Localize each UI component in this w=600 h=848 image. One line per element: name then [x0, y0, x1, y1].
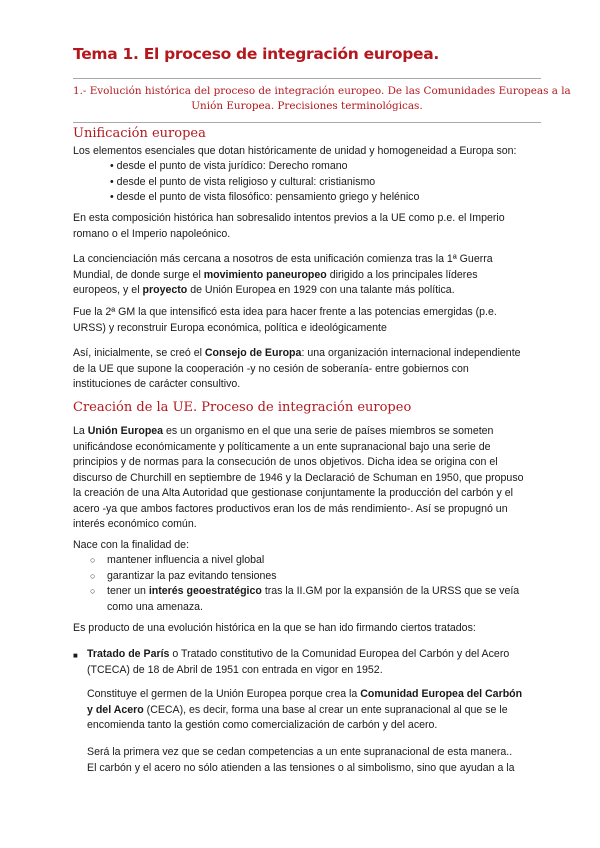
- text-line: [73, 424, 543, 440]
- text-run: tras la II.GM por la expansión de la URSS que se veía: [261, 585, 520, 597]
- text-run: europeos, y el: [73, 284, 143, 296]
- paragraph-2gm: [73, 305, 543, 336]
- paragraph-consejo: [73, 346, 543, 393]
- bold-term: Tratado de París: [87, 648, 170, 660]
- circle-bullet-icon: ○: [90, 570, 96, 581]
- circle-bullet-icon: ○: [90, 586, 96, 596]
- text-line: unificándose económicamente y políticamente a un ente supranacional bajo una serie de: [73, 440, 491, 453]
- text-run: La: [73, 425, 88, 437]
- bold-term: interés geoestratégico: [148, 585, 262, 597]
- text-run: o Tratado constitutivo de la Comunidad Europea del Carbón y del Acero: [169, 648, 510, 660]
- subtitle-line-1: 1.- Evolución histórica del proceso de integración europeo. De las Comunidades Europeas a la: [73, 85, 571, 97]
- text-line: la creación de una Alta Autoridad que gestionase conjuntamente la producción del carbón y el: [73, 487, 513, 499]
- list-item: [110, 175, 419, 191]
- text-line: discurso de Churchill en septiembre de 1946 y la Declaració de Schuman en 1950, que propuso: [73, 471, 524, 484]
- tratado-germen: [87, 687, 553, 734]
- text-run: de Unión Europea en 1929 con una talante más política.: [187, 284, 455, 296]
- list-item: [90, 584, 550, 600]
- divider-bottom: [73, 122, 541, 123]
- text-run: Mundial, de donde surge el: [73, 268, 204, 281]
- nace-paragraph: Nace con la finalidad de:: [73, 539, 190, 551]
- text-line: [87, 647, 553, 663]
- text-line: (TCECA) de 18 de Abril de 1951 con entrada en vigor en 1952.: [87, 663, 383, 676]
- text-run: : una organización internacional independiente: [301, 347, 521, 359]
- text-run: es un organismo en el que una serie de países miembros se someten: [163, 425, 494, 437]
- page-title: Tema 1. El proceso de integración europea.: [73, 45, 440, 63]
- text-run: Así, inicialmente, se creó el: [73, 347, 205, 359]
- text-line: interés económico común.: [73, 518, 197, 530]
- text-line: [87, 703, 553, 719]
- bold-term: Comunidad Europea del Carbón: [360, 688, 523, 700]
- heading-creacion: Creación de la UE. Proceso de integración europeo: [73, 400, 412, 415]
- list-item-continuation: como una amenaza.: [107, 600, 203, 613]
- text-line: [73, 283, 543, 299]
- text-line: [73, 346, 543, 362]
- text-line: romano o el Imperio napoleónico.: [73, 227, 231, 240]
- text-line: [87, 687, 553, 703]
- text-run: tener un: [107, 585, 149, 597]
- square-bullet-icon: ■: [73, 651, 78, 660]
- text-line: acero -ya que ambos factores productivos eran los de más rendimiento-. Así se propugnó un: [73, 502, 508, 515]
- list-item-text: desde el punto de vista religioso y cultural: cristianismo: [116, 175, 376, 188]
- paragraph-imperio: [73, 211, 543, 242]
- text-line: El carbón y el acero no sólo atienden a las tensiones o al simbolismo, sino que ayudan a la: [87, 761, 515, 774]
- bold-term: y del Acero: [87, 703, 144, 716]
- tratado-competencias: [87, 745, 553, 776]
- text-line: instituciones de carácter consultivo.: [73, 378, 241, 390]
- list-item: [90, 553, 550, 569]
- list-item: [110, 190, 419, 206]
- text-run: , es decir, forma una base al crear un ente supranacional al que se le: [183, 703, 508, 716]
- text-line: encomienda tanto la gestión como comercialización de carbón y del acero.: [87, 719, 438, 731]
- bold-term: proyecto: [142, 284, 188, 296]
- section-subtitle: [73, 84, 571, 114]
- text-line: La concienciación más cercana a nosotros de esta unificación comienza tras la 1ª Guerra: [73, 253, 493, 265]
- bold-term: movimiento paneuropeo: [203, 268, 327, 281]
- subtitle-line-2: Unión Europea. Precisiones terminológicas.: [191, 100, 423, 112]
- text-run: Constituye el germen de la Unión Europea porque crea la: [87, 688, 361, 700]
- text-line: de la UE que supone la cooperación -y no cesión de soberanía- entre gobiernos con: [73, 362, 469, 375]
- list-item-text: desde el punto de vista filosófico: pensamiento griego y helénico: [116, 191, 420, 203]
- text-line: URSS) y reconstruir Europa económica, política e ideológicamente: [73, 321, 387, 334]
- text-line: Fue la 2ª GM la que intensificó esta idea para hacer frente a las potencias emergidas (p.e.: [73, 306, 497, 318]
- text-line: En esta composición histórica han sobresalido intentos previos a la UE como p.e. el Imperio: [73, 212, 505, 224]
- divider-top: [73, 78, 541, 79]
- text-line: [73, 268, 543, 284]
- aims-list: [90, 553, 550, 615]
- intro-paragraph: Los elementos esenciales que dotan históricamente de unidad y homogeneidad a Europa son:: [73, 145, 517, 157]
- bullet-list: [110, 159, 419, 206]
- text-line: principios y de normas para la consecución de unos objetivos. Dicha idea se origina con el: [73, 456, 498, 468]
- bold-term: Unión Europea: [87, 425, 164, 437]
- text-line: Será la primera vez que se cedan competencias a un ente supranacional de esta manera..: [87, 746, 513, 758]
- tratado-paris: [87, 647, 553, 678]
- list-item-text: garantizar la paz evitando tensiones: [107, 569, 277, 582]
- bullet-glyph: •: [110, 160, 114, 172]
- paragraph-concienciacion: [73, 252, 543, 299]
- producto-paragraph: Es producto de una evolución histórica en la que se han ido firmando ciertos tratados:: [73, 622, 476, 634]
- list-item-text: mantener influencia a nivel global: [107, 554, 265, 566]
- bullet-glyph: •: [110, 175, 114, 188]
- circle-bullet-icon: ○: [90, 555, 96, 565]
- bullet-glyph: •: [110, 191, 114, 203]
- bold-term: Consejo de Europa: [204, 347, 302, 359]
- heading-unificacion: Unificación europea: [73, 126, 206, 141]
- text-run: dirigido a los principales líderes: [326, 268, 478, 281]
- paragraph-union-europea: [73, 424, 543, 533]
- text-run: (CECA): [143, 703, 184, 716]
- list-item: [90, 569, 550, 585]
- list-item: [110, 159, 419, 175]
- list-item-text: desde el punto de vista jurídico: Derecho romano: [116, 160, 348, 172]
